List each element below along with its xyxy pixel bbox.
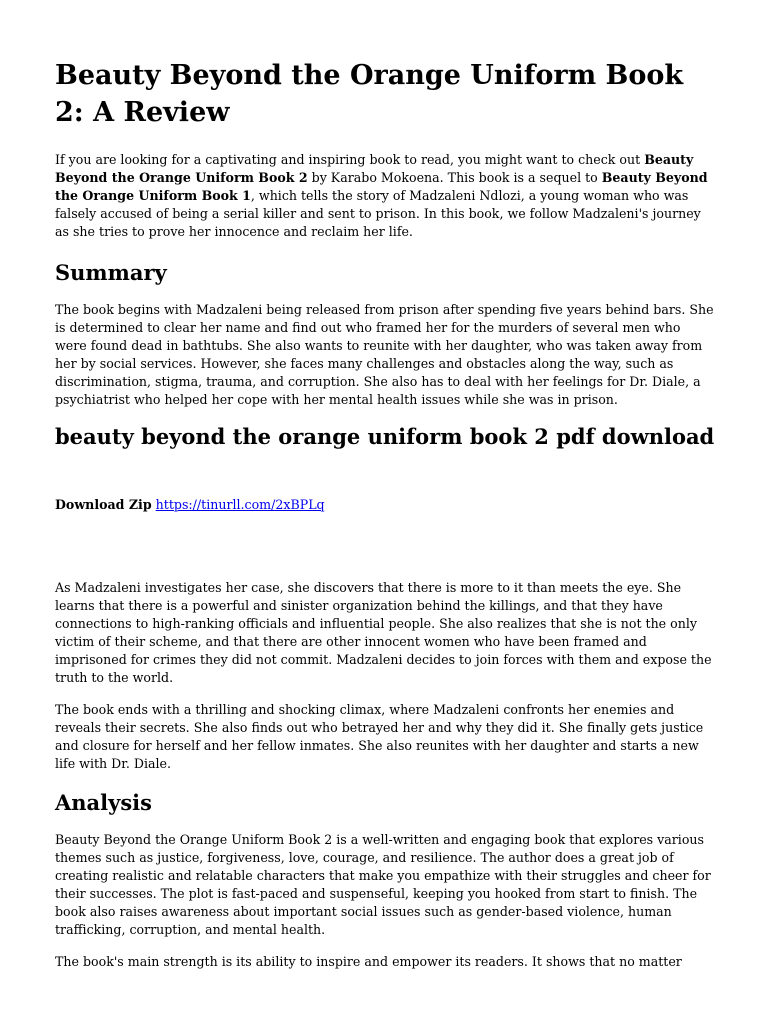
intro-text-1: If you are looking for a captivating and inspiring book to read, you might want to check out (55, 152, 645, 167)
intro-paragraph (55, 151, 715, 241)
intro-text-3: , which tells the story of Madzaleni Ndlozi, a young woman who was falsely accused of being a serial killer and sent to prison. In this book, we follow Madzaleni's journey as she tries to prove her innocence and reclaim her life. (55, 188, 701, 239)
summary-heading: Summary (55, 260, 167, 285)
download-label: Download Zip (55, 497, 152, 512)
summary-paragraph: The book begins with Madzaleni being released from prison after spending five years behind bars. She is determined to clear her name and find out who framed her for the murders of several men who were found dead in bathtubs. She also wants to reunite with her daughter, who was taken away from her by social services. However, she faces many challenges and obstacles along the way, such as discrimination, stigma, trauma, and corruption. She also has to deal with her feelings for Dr. Diale, a psychiatrist who helped her cope with her mental health issues while she was in prison. (55, 302, 714, 407)
page-title: Beauty Beyond the Orange Uniform Book 2: A Review (55, 60, 684, 128)
analysis-paragraph-2: The book's main strength is its ability to inspire and empower its readers. It shows that no matter (55, 954, 682, 969)
analysis-heading: Analysis (55, 790, 152, 815)
download-heading: beauty beyond the orange uniform book 2 pdf download (55, 424, 715, 449)
download-line (55, 496, 715, 514)
story-paragraph-1: As Madzaleni investigates her case, she discovers that there is more to it than meets the eye. She learns that there is a powerful and sinister organization behind the killings, and that they have connections to high-ranking officials and influential people. She also realizes that she is not the only victim of their scheme, and that there are other innocent women who have been framed and imprisoned for crimes they did not commit. Madzaleni decides to join forces with them and expose the truth to the world. (55, 580, 712, 685)
analysis-paragraph-1: Beauty Beyond the Orange Uniform Book 2 is a well-written and engaging book that explores various themes such as justice, forgiveness, love, courage, and resilience. The author does a great job of creating realistic and relatable characters that make you empathize with their struggles and cheer for their successes. The plot is fast-paced and suspenseful, keeping you hooked from start to finish. The book also raises awareness about important social issues such as gender-based violence, human trafficking, corruption, and mental health. (55, 832, 711, 937)
intro-book-1-title: Beauty Beyond the Orange Uniform Book 1 (55, 170, 708, 203)
download-link[interactable]: https://tinurll.com/2xBPLq (155, 497, 325, 512)
intro-book-2-title: Beauty Beyond the Orange Uniform Book 2 (55, 152, 694, 185)
story-paragraph-2: The book ends with a thrilling and shocking climax, where Madzaleni confronts her enemies and reveals their secrets. She also finds out who betrayed her and why they did it. She finally gets justice and closure for herself and her fellow inmates. She also reunites with her daughter and starts a new life with Dr. Diale. (55, 702, 704, 771)
intro-text-2: by Karabo Mokoena. This book is a sequel to (307, 170, 602, 185)
